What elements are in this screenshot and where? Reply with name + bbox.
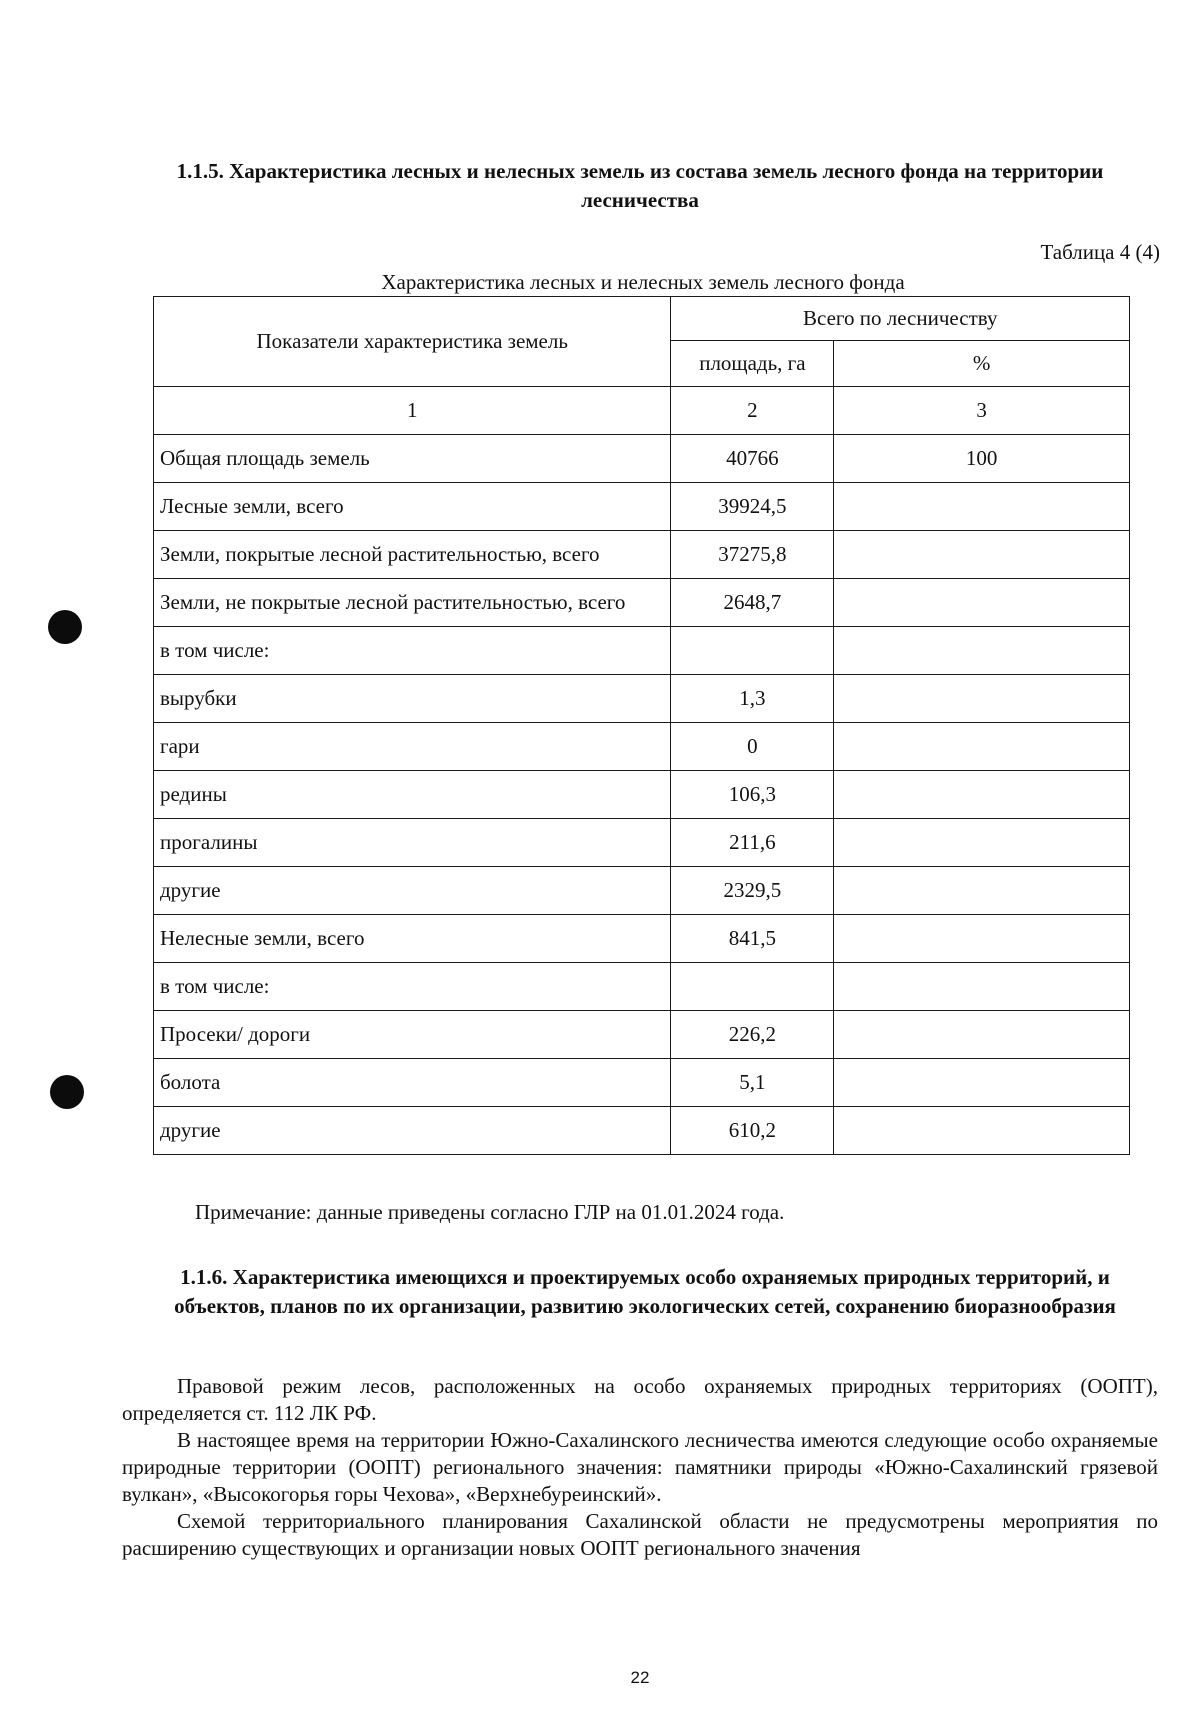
body-paragraph: В настоящее время на территории Южно-Сахалинского лесничества имеются следующие особо охраняемые природные территории (ООПТ) регионального значения: памятники природы «Южно-Сахалинский грязевой вулкан», «Высокогорья горы Чехова», «Верхнебуреинский». xyxy=(122,1428,1158,1506)
row-name-cell: вырубки xyxy=(154,675,671,723)
row-percent-cell xyxy=(834,723,1130,771)
row-name-cell: Общая площадь земель xyxy=(154,435,671,483)
column-number-row xyxy=(154,387,1130,435)
row-name-cell: болота xyxy=(154,1059,671,1107)
row-area-cell xyxy=(671,963,834,1011)
header-area: площадь, га xyxy=(671,341,834,387)
row-percent-cell xyxy=(834,771,1130,819)
row-name-cell: в том числе: xyxy=(154,627,671,675)
table-row xyxy=(154,819,1130,867)
table-row xyxy=(154,1011,1130,1059)
header-percent: % xyxy=(834,341,1130,387)
table-row xyxy=(154,771,1130,819)
table-row xyxy=(154,963,1130,1011)
table-row xyxy=(154,915,1130,963)
row-area-cell: 841,5 xyxy=(671,915,834,963)
row-percent-cell xyxy=(834,1059,1130,1107)
table-row xyxy=(154,867,1130,915)
row-percent-cell xyxy=(834,819,1130,867)
row-name-cell: прогалины xyxy=(154,819,671,867)
row-name-cell: в том числе: xyxy=(154,963,671,1011)
row-area-cell: 39924,5 xyxy=(671,483,834,531)
column-number: 3 xyxy=(834,387,1130,435)
row-percent-cell xyxy=(834,1011,1130,1059)
row-name-cell: Лесные земли, всего xyxy=(154,483,671,531)
row-area-cell xyxy=(671,627,834,675)
column-number: 1 xyxy=(154,387,671,435)
row-area-cell: 2648,7 xyxy=(671,579,834,627)
table-label: Таблица 4 (4) xyxy=(1040,240,1160,264)
body-paragraph: Правовой режим лесов, расположенных на особо охраняемых природных территориях (ООПТ), определяется ст. 112 ЛК РФ. xyxy=(122,1374,1158,1425)
table-row xyxy=(154,675,1130,723)
table-body xyxy=(154,387,1130,1155)
table-caption: Характеристика лесных и нелесных земель лесного фонда xyxy=(381,270,905,294)
table-row xyxy=(154,1107,1130,1155)
page-number: 22 xyxy=(630,1668,650,1687)
row-percent-cell xyxy=(834,675,1130,723)
row-area-cell: 40766 xyxy=(671,435,834,483)
row-percent-cell xyxy=(834,915,1130,963)
row-percent-cell xyxy=(834,627,1130,675)
row-percent-cell xyxy=(834,1107,1130,1155)
row-percent-cell xyxy=(834,579,1130,627)
row-percent-cell xyxy=(834,483,1130,531)
row-area-cell: 226,2 xyxy=(671,1011,834,1059)
punch-hole-mark xyxy=(48,610,82,644)
column-number: 2 xyxy=(671,387,834,435)
row-percent-cell xyxy=(834,867,1130,915)
land-characteristics-table xyxy=(153,296,1130,1155)
row-area-cell: 0 xyxy=(671,723,834,771)
table-row xyxy=(154,627,1130,675)
row-percent-cell: 100 xyxy=(834,435,1130,483)
row-name-cell: гари xyxy=(154,723,671,771)
header-indicator: Показатели характеристика земель xyxy=(154,297,671,387)
header-total-group: Всего по лесничеству xyxy=(671,297,1130,341)
table-note: Примечание: данные приведены согласно ГЛР на 01.01.2024 года. xyxy=(195,1200,785,1224)
row-name-cell: редины xyxy=(154,771,671,819)
table-row xyxy=(154,579,1130,627)
table-row xyxy=(154,435,1130,483)
row-area-cell: 5,1 xyxy=(671,1059,834,1107)
row-area-cell: 610,2 xyxy=(671,1107,834,1155)
table-header-row xyxy=(154,297,1130,341)
row-name-cell: Земли, покрытые лесной растительностью, всего xyxy=(154,531,671,579)
row-area-cell: 37275,8 xyxy=(671,531,834,579)
row-area-cell: 211,6 xyxy=(671,819,834,867)
row-name-cell: Нелесные земли, всего xyxy=(154,915,671,963)
row-name-cell: другие xyxy=(154,1107,671,1155)
section-heading-1-1-6: 1.1.6. Характеристика имеющихся и проектируемых особо охраняемых природных территорий, и объектов, планов по их организации, развитию экологических сетей, сохранению биоразнообразия xyxy=(174,1265,1116,1318)
table-row xyxy=(154,531,1130,579)
row-percent-cell xyxy=(834,963,1130,1011)
row-name-cell: другие xyxy=(154,867,671,915)
row-percent-cell xyxy=(834,531,1130,579)
table-row xyxy=(154,483,1130,531)
table-row xyxy=(154,1059,1130,1107)
row-name-cell: Просеки/ дороги xyxy=(154,1011,671,1059)
row-area-cell: 2329,5 xyxy=(671,867,834,915)
row-name-cell: Земли, не покрытые лесной растительностью, всего xyxy=(154,579,671,627)
row-area-cell: 106,3 xyxy=(671,771,834,819)
row-area-cell: 1,3 xyxy=(671,675,834,723)
body-paragraph: Схемой территориального планирования Сахалинской области не предусмотрены мероприятия по расширению существующих и организации новых ООПТ регионального значения xyxy=(122,1509,1158,1560)
table-row xyxy=(154,723,1130,771)
punch-hole-mark xyxy=(50,1075,84,1109)
section-heading-1-1-5: 1.1.5. Характеристика лесных и нелесных земель из состава земель лесного фонда на территории лесничества xyxy=(176,159,1104,212)
